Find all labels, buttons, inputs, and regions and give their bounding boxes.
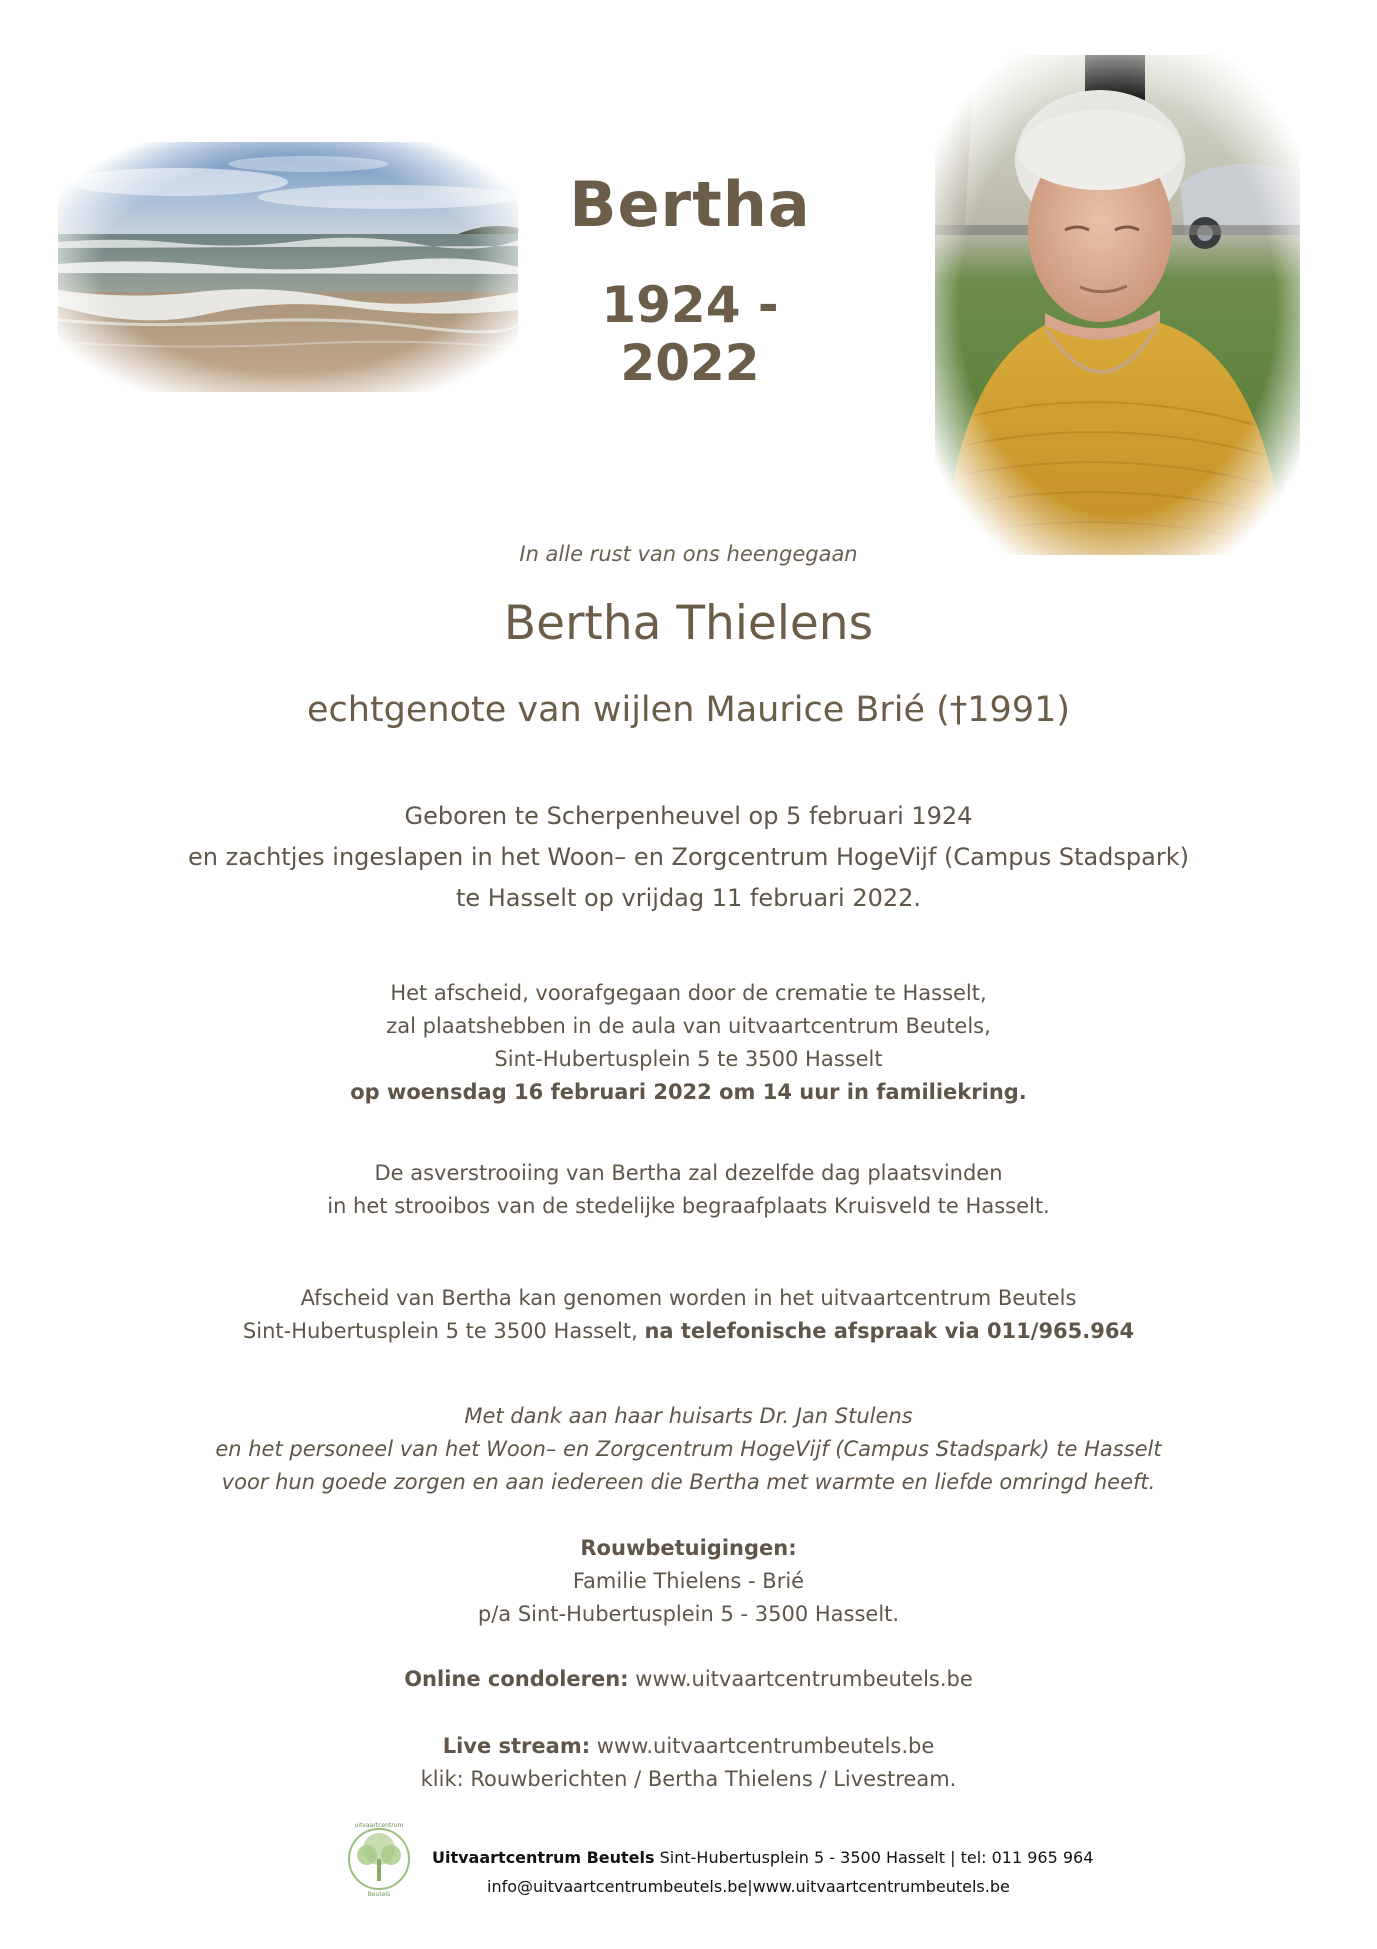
scatter-line-2: in het strooibos van de stedelijke begraafplaats Kruisveld te Hasselt. [327,1194,1050,1218]
logo-top-text: uitvaartcentrum [354,1822,404,1829]
thanks-line-2: en het personeel van het Woon– en Zorgcentrum HogeVijf (Campus Stadspark) te Hasselt [215,1437,1162,1461]
tree-logo-icon [345,1817,413,1897]
logo-bottom-text: Beutels [367,1891,391,1897]
farewell-line-4: op woensdag 16 februari 2022 om 14 uur in familiekring. [350,1080,1027,1104]
farewell-block [0,977,1377,1109]
footer-company: Uitvaartcentrum Beutels [432,1848,655,1867]
visit-address: Sint-Hubertusplein 5 te 3500 Hasselt, [242,1319,645,1343]
intro-text: In alle rust van ons heengegaan [519,542,858,566]
full-name: Bertha Thielens [503,596,874,651]
livestream-link[interactable]: www.uitvaartcentrumbeutels.be [590,1734,935,1758]
birth-line-2: en zachtjes ingeslapen in het Woon– en Zorgcentrum HogeVijf (Campus Stadspark) [187,843,1189,871]
beutels-logo [345,1817,413,1897]
farewell-line-1: Het afscheid, voorafgegaan door de crematie te Hasselt, [390,981,987,1005]
online-condolence-line [0,1663,1377,1696]
spouse-line: echtgenote van wijlen Maurice Brié (†1991) [306,690,1071,730]
birth-line-1: Geboren te Scherpenheuvel op 5 februari 1924 [404,802,973,830]
portrait-photo [935,55,1300,555]
condolences-block [0,1532,1377,1631]
condolences-line-2: p/a Sint-Hubertusplein 5 - 3500 Hasselt. [477,1602,900,1626]
thanks-line-1: Met dank aan haar huisarts Dr. Jan Stulens [464,1404,913,1428]
footer-address-line [432,1848,1093,1867]
livestream-line-1 [0,1730,1377,1763]
online-condolence-label: Online condoleren: [404,1667,629,1691]
footer-address: Sint-Hubertusplein 5 - 3500 Hasselt | tel: 011 965 964 [654,1848,1094,1867]
thanks-block [0,1400,1377,1499]
farewell-line-2: zal plaatshebben in de aula van uitvaartcentrum Beutels, [386,1014,991,1038]
farewell-line-3: Sint-Hubertusplein 5 te 3500 Hasselt [494,1047,883,1071]
livestream-block [0,1730,1377,1796]
livestream-label: Live stream: [442,1734,591,1758]
condolences-line-1: Familie Thielens - Brié [572,1569,805,1593]
thanks-line-3: voor hun goede zorgen en aan iedereen die Bertha met warmte en liefde omringd heeft. [221,1470,1156,1494]
visit-appointment: na telefonische afspraak via 011/965.964 [644,1319,1135,1343]
scatter-block [0,1157,1377,1223]
footer-contact-line[interactable]: info@uitvaartcentrumbeutels.be|www.uitvaartcentrumbeutels.be [487,1877,1010,1896]
beach-photo [58,142,518,392]
beach-scene [58,142,518,392]
birth-block [0,796,1377,919]
portrait-scene [935,55,1300,555]
livestream-line-2: klik: Rouwberichten / Bertha Thielens / Livestream. [420,1767,957,1791]
scatter-line-1: De asverstrooiing van Bertha zal dezelfde dag plaatsvinden [374,1161,1003,1185]
header-years: 1924 - 2022 [601,276,779,392]
birth-line-3: te Hasselt op vrijdag 11 februari 2022. [455,884,922,912]
visit-block [0,1282,1377,1348]
online-condolence-link[interactable]: www.uitvaartcentrumbeutels.be [628,1667,973,1691]
visit-line-1: Afscheid van Bertha kan genomen worden in het uitvaartcentrum Beutels [300,1286,1077,1310]
condolences-heading: Rouwbetuigingen: [580,1536,797,1560]
visit-line-2 [0,1315,1377,1348]
header-first-name: Bertha [569,168,811,241]
